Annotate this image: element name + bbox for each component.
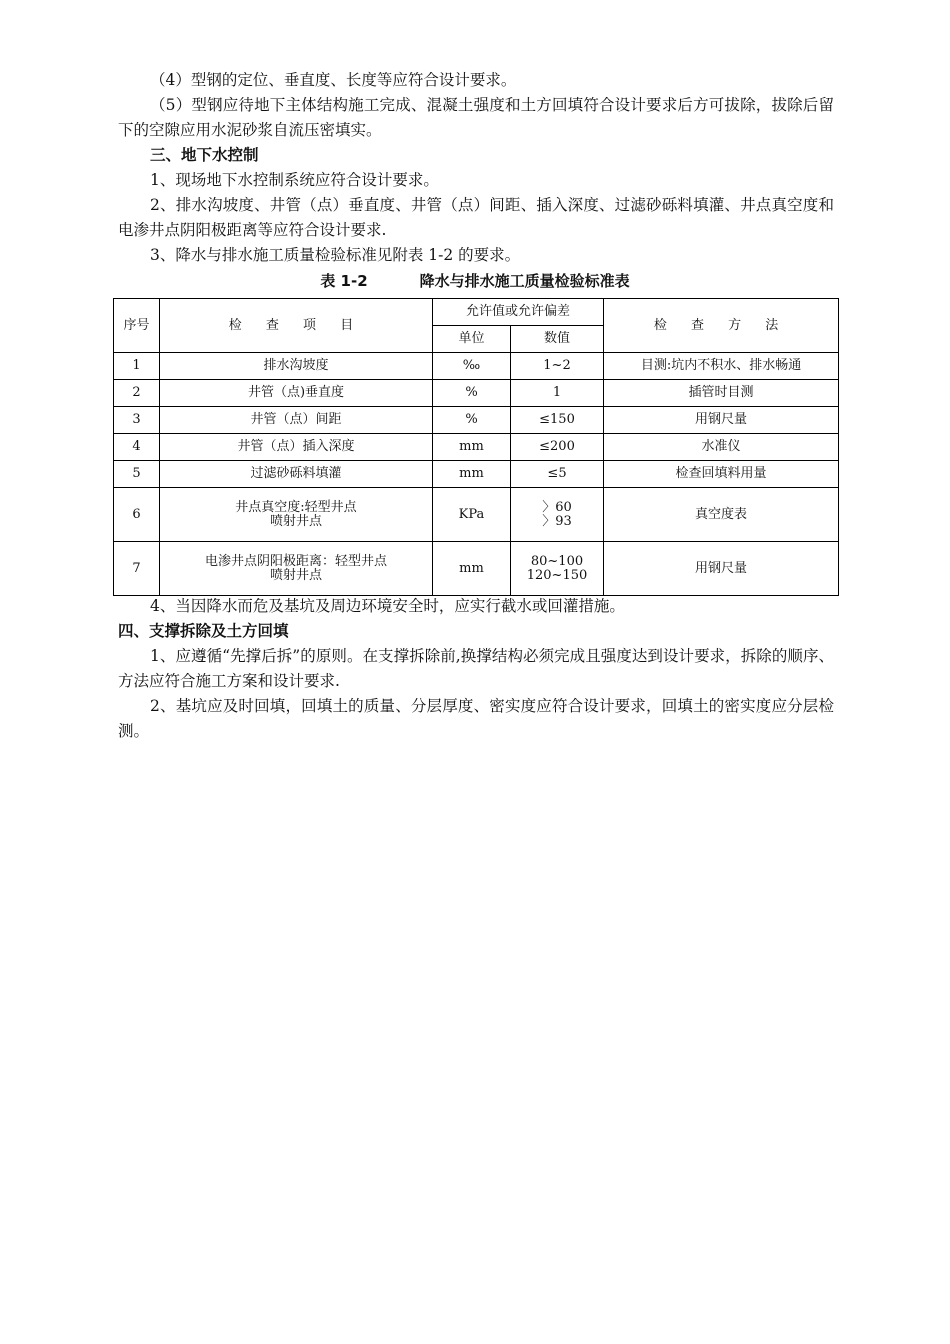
table-caption-title: 降水与排水施工质量检验标准表 [419,272,630,290]
list-item: 2、基坑应及时回填，回填土的质量、分层厚度、密实度应符合设计要求，回填土的密实度应分层检测。 [118,697,834,740]
cell-unit: mm [433,542,511,596]
cell-value-line1: 80~100 [530,553,584,569]
cell-seq: 2 [114,380,160,407]
paragraph-after-table: 4、当因降水而危及基坑及周边环境安全时，应实行截水或回灌措施。 [150,597,625,615]
cell-item-line2: 喷射井点 [269,567,322,583]
cell-seq: 4 [114,434,160,461]
cell-value [511,488,604,542]
cell-value-line2: 〉93 [542,513,572,529]
table-row [114,488,839,542]
table-row [114,380,839,407]
cell-unit: % [433,407,511,434]
cell-method: 用钢尺量 [604,407,839,434]
cell-seq: 3 [114,407,160,434]
cell-method: 水准仪 [604,434,839,461]
header-value: 数值 [511,326,604,353]
table-row [114,407,839,434]
cell-value: ≤5 [511,461,604,488]
cell-unit: mm [433,434,511,461]
header-method: 检 查 方 法 [604,299,839,353]
paragraph-steel-positioning: （4）型钢的定位、垂直度、长度等应符合设计要求。 [150,71,517,89]
header-item: 检 查 项 目 [160,299,433,353]
cell-value-line2: 120~150 [526,567,588,583]
table-row [114,353,839,380]
header-tolerance: 允许值或允许偏差 [433,299,604,326]
cell-seq: 6 [114,488,160,542]
cell-value: ≤150 [511,407,604,434]
cell-item: 井管（点)垂直度 [160,380,433,407]
cell-method: 真空度表 [604,488,839,542]
list-item: 1、应遵循“先撑后拆”的原则。在支撑拆除前,换撑结构必须完成且强度达到设计要求，拆除的顺序、方法应符合施工方案和设计要求. [118,647,834,690]
cell-value: ≤200 [511,434,604,461]
table-caption [0,270,950,291]
cell-value [511,542,604,596]
paragraph-steel-removal: （5）型钢应待地下主体结构施工完成、混凝土强度和土方回填符合设计要求后方可拔除，拔除后留下的空隙应用水泥砂浆自流压密填实。 [118,96,834,139]
cell-seq: 7 [114,542,160,596]
header-seq: 序号 [114,299,160,353]
table-row [114,434,839,461]
cell-method: 用钢尺量 [604,542,839,596]
cell-item: 井管（点）插入深度 [160,434,433,461]
cell-item [160,542,433,596]
cell-unit: KPa [433,488,511,542]
cell-method: 插管时目测 [604,380,839,407]
list-item: 2、排水沟坡度、井管（点）垂直度、井管（点）间距、插入深度、过滤砂砾料填灌、井点真空度和电渗井点阴阳极距离等应符合设计要求. [118,196,834,239]
cell-item: 排水沟坡度 [160,353,433,380]
cell-item-line1: 井点真空度:轻型井点 [235,499,357,515]
cell-method: 检查回填料用量 [604,461,839,488]
table-caption-number: 表 1-2 [320,272,368,290]
list-item: 3、降水与排水施工质量检验标准见附表 1-2 的要求。 [150,246,521,264]
list-item: 1、现场地下水控制系统应符合设计要求。 [150,171,439,189]
table-row [114,542,839,596]
cell-item: 过滤砂砾料填灌 [160,461,433,488]
cell-item [160,488,433,542]
cell-unit: ‰ [433,353,511,380]
quality-standard-table [113,298,839,596]
cell-method: 目测:坑内不积水、排水畅通 [604,353,839,380]
cell-item: 井管（点）间距 [160,407,433,434]
section-heading-groundwater: 三、地下水控制 [150,146,259,164]
cell-unit: % [433,380,511,407]
cell-seq: 1 [114,353,160,380]
table-header-row [114,299,839,326]
cell-seq: 5 [114,461,160,488]
cell-item-line2: 喷射井点 [269,513,322,529]
table-row [114,461,839,488]
cell-value: 1~2 [511,353,604,380]
section-heading-support-removal: 四、支撑拆除及土方回填 [118,622,289,640]
cell-value: 1 [511,380,604,407]
cell-unit: mm [433,461,511,488]
header-unit: 单位 [433,326,511,353]
cell-value-line1: 〉60 [542,499,572,515]
cell-item-line1: 电渗井点阴阳极距离：轻型井点 [204,553,387,569]
